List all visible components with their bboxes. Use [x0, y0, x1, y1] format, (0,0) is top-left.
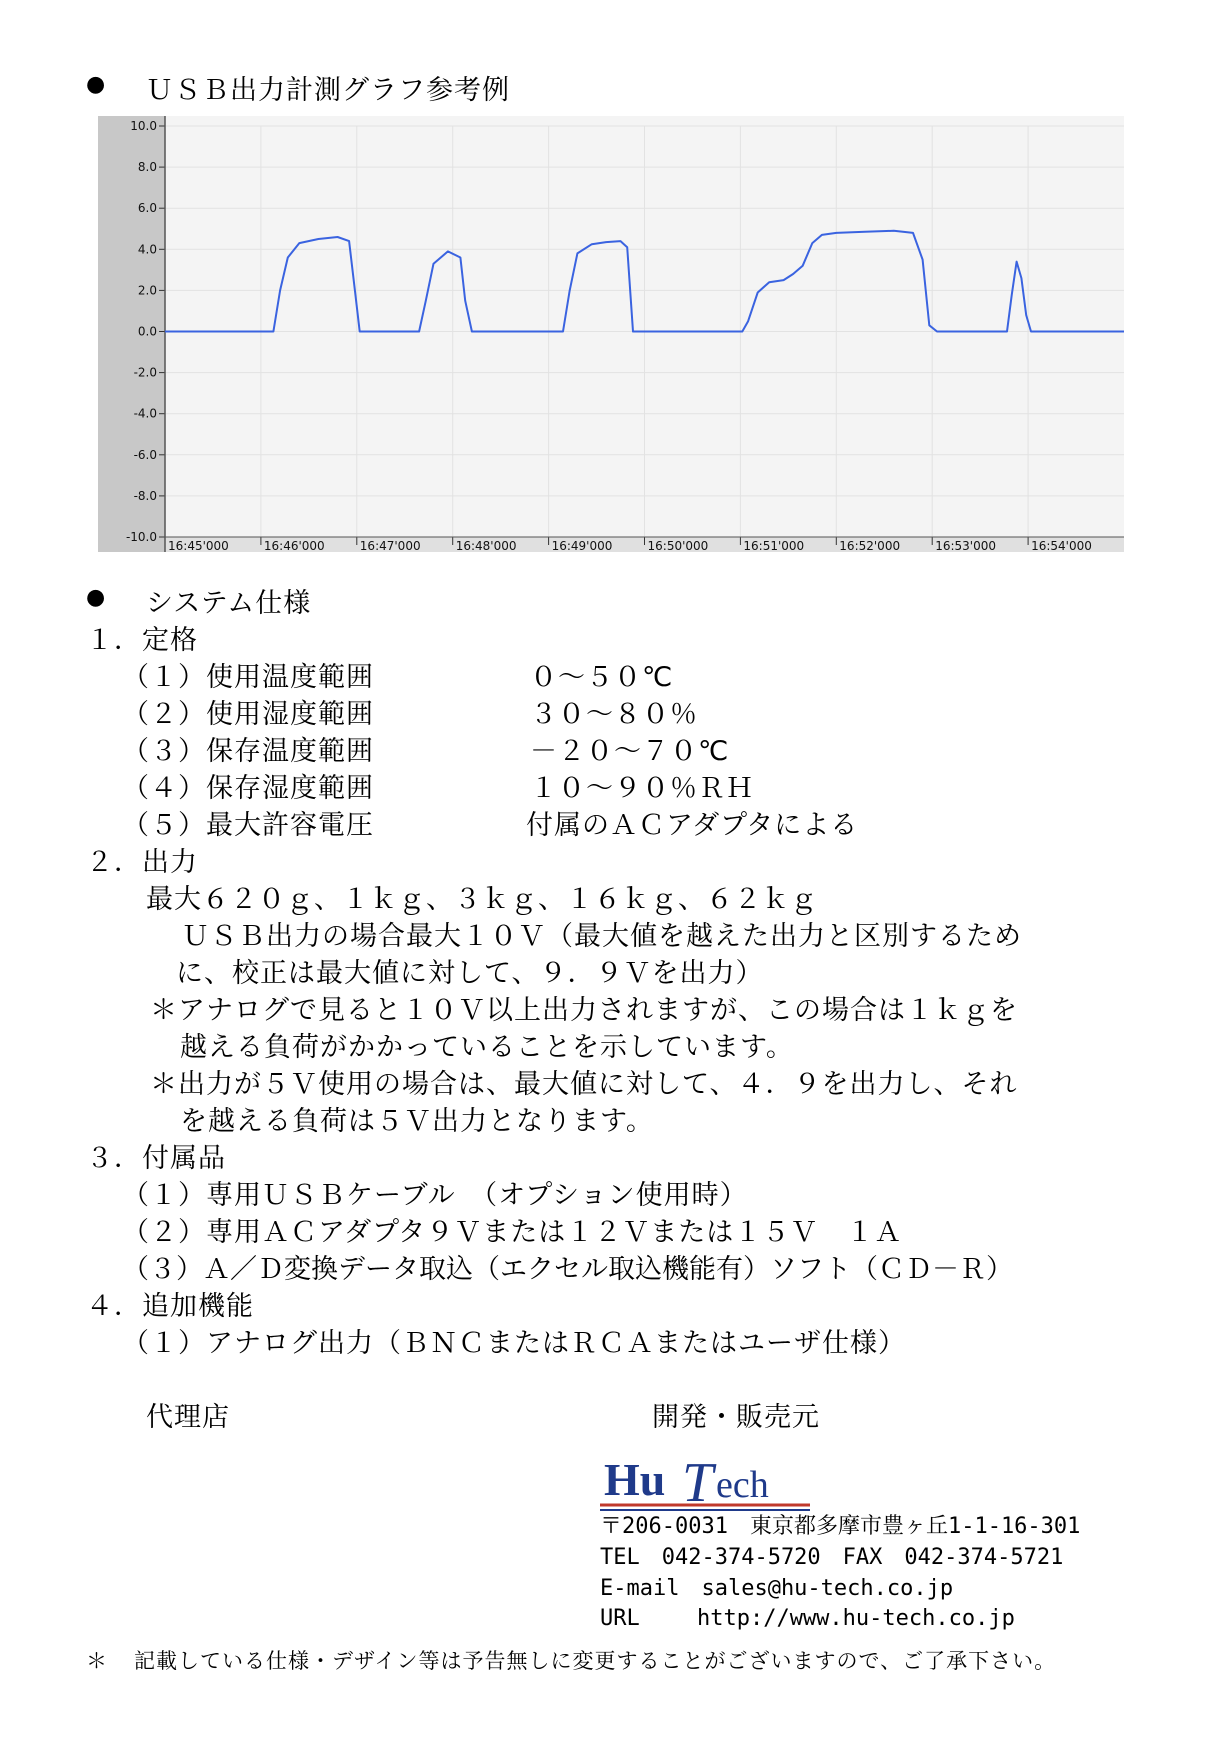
chart-x-tick-label: 16:53'000 — [935, 539, 996, 552]
address-tel-fax: TEL 042-374-5720 FAX 042-374-5721 — [600, 1545, 1064, 1570]
graph-section-title: ＵＳＢ出力計測グラフ参考例 — [146, 75, 510, 106]
system-section-title: システム仕様 — [146, 588, 312, 619]
footnote-text: 記載している仕様・デザイン等は予告無しに変更することがございますので、ご了承下さい。 — [134, 1649, 1057, 1673]
output-line: に、校正は最大値に対して、９．９Ｖを出力） — [176, 958, 764, 989]
developer-label: 開発・販売元 — [652, 1402, 820, 1433]
accessory-item: （１）専用ＵＳＢケーブル （オプション使用時） — [122, 1180, 748, 1211]
chart-y-tick-label: 8.0 — [137, 160, 157, 175]
rating-value: ０～５０℃ — [530, 662, 674, 693]
footnote-mark: ＊ — [86, 1649, 108, 1673]
chart-x-tick-label: 16:52'000 — [839, 539, 901, 552]
address-url: URL http://www.hu-tech.co.jp — [600, 1606, 1015, 1631]
rating-label: （４）保存湿度範囲 — [122, 773, 374, 804]
chart-y-tick-label: 0.0 — [137, 324, 157, 339]
accessories-heading: ３．付属品 — [86, 1143, 226, 1174]
accessory-item: （３）Ａ／Ｄ変換データ取込（エクセル取込機能有）ソフト（ＣＤ－Ｒ） — [122, 1254, 1013, 1285]
chart-x-tick-label: 16:54'000 — [1031, 539, 1092, 552]
address-email: E-mail sales@hu-tech.co.jp — [600, 1576, 954, 1601]
chart-x-tick-label: 16:48'000 — [455, 539, 517, 552]
chart-y-tick-label: -6.0 — [133, 447, 157, 462]
chart-y-tick-label: -2.0 — [133, 365, 157, 380]
chart-y-tick-label: -10.0 — [125, 530, 157, 544]
logo-ech: ech — [716, 1464, 769, 1506]
address-postal: 〒206-0031 東京都多摩市豊ヶ丘1-1-16-301 — [600, 1514, 1081, 1539]
chart-x-tick-label: 16:47'000 — [359, 539, 421, 552]
accessory-item: （２）専用ＡＣアダプタ９Ｖまたは１２Ｖまたは１５Ｖ １Ａ — [122, 1217, 903, 1248]
rating-label: （５）最大許容電圧 — [122, 810, 374, 841]
output-note: を越える負荷は５Ｖ出力となります。 — [180, 1106, 654, 1137]
rating-label: （２）使用湿度範囲 — [122, 699, 374, 730]
chart-x-tick-label: 16:45'000 — [168, 539, 229, 552]
chart-x-tick-label: 16:49'000 — [551, 539, 613, 552]
chart-x-tick-label: 16:46'000 — [263, 539, 325, 552]
rating-label: （３）保存温度範囲 — [122, 736, 374, 767]
chart-y-tick-label: -4.0 — [133, 406, 157, 421]
chart-x-tick-label: 16:51'000 — [743, 539, 805, 552]
bullet-icon: ● — [86, 72, 106, 97]
additional-heading: ４．追加機能 — [86, 1291, 254, 1322]
chart-svg — [98, 116, 1124, 552]
chart-x-tick-label: 16:50'000 — [647, 539, 709, 552]
chart-y-tick-label: -8.0 — [133, 488, 157, 503]
output-line: ＵＳＢ出力の場合最大１０Ｖ（最大値を越えた出力と区別するため — [182, 921, 1022, 952]
output-line: 最大６２０ｇ、１ｋｇ、３ｋｇ、１６ｋｇ、６２ｋｇ — [146, 884, 818, 915]
agent-label: 代理店 — [146, 1402, 230, 1433]
rating-value: １０～９０％ＲＨ — [530, 773, 754, 804]
output-note: ＊出力が５Ｖ使用の場合は、最大値に対して、４．９を出力し、それ — [150, 1069, 1018, 1100]
usb-output-chart — [98, 116, 1124, 552]
ratings-heading: １．定格 — [86, 625, 198, 656]
chart-y-tick-label: 2.0 — [137, 283, 157, 298]
rating-label: （１）使用温度範囲 — [122, 662, 374, 693]
bullet-icon: ● — [86, 585, 106, 610]
rating-value: －２０～７０℃ — [530, 736, 730, 767]
chart-y-tick-label: 10.0 — [130, 119, 157, 133]
output-note: 越える負荷がかかっていることを示しています。 — [180, 1032, 794, 1063]
output-note: ＊アナログで見ると１０Ｖ以上出力されますが、この場合は１ｋｇを — [150, 995, 1018, 1026]
chart-y-tick-label: 4.0 — [137, 242, 157, 257]
rating-value: 付属のＡＣアダプタによる — [526, 810, 859, 841]
logo-hu: Hu — [604, 1454, 666, 1505]
additional-item: （１）アナログ出力（ＢＮＣまたはＲＣＡまたはユーザ仕様） — [122, 1328, 906, 1359]
rating-value: ３０～８０％ — [530, 699, 698, 730]
output-heading: ２．出力 — [86, 847, 198, 878]
logo-t: T — [682, 1452, 714, 1514]
chart-y-tick-label: 6.0 — [137, 201, 157, 216]
